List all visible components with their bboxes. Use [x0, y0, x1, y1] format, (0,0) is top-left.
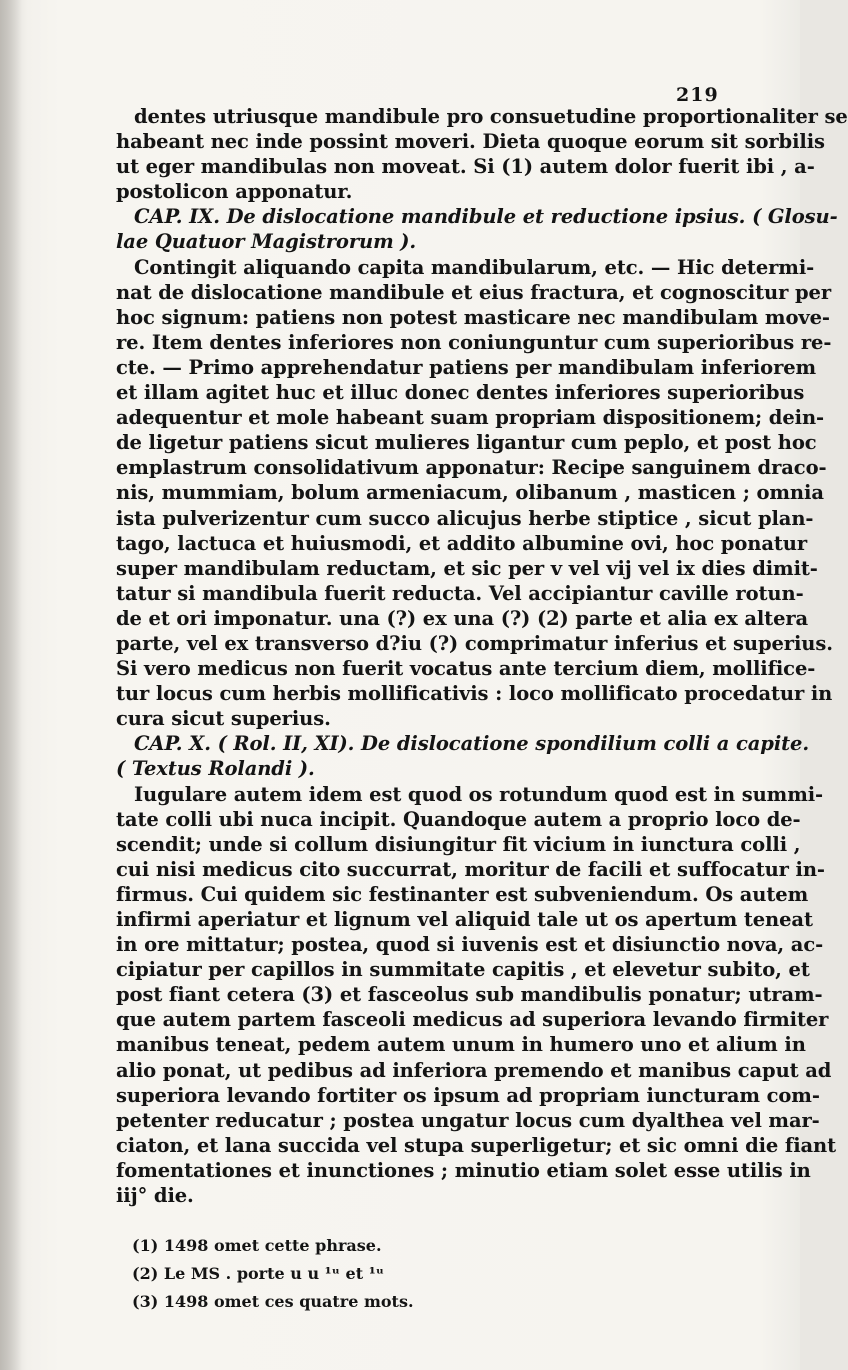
- footnote-2: (2) Le MS . porte u u ¹ᵘ et ¹ᵘ: [132, 1264, 385, 1283]
- text-line: firmus. Cui quidem sic festinanter est subveniendum. Os autem: [116, 882, 809, 906]
- text-line: cte. — Primo apprehendatur patiens per mandibulam inferiorem: [116, 355, 817, 379]
- text-line: tatur si mandibula fuerit reducta. Vel accipiantur caville rotun-: [116, 581, 804, 605]
- text-line: cura sicut superius.: [116, 707, 331, 731]
- text-line: de ligetur patiens sicut mulieres ligantur cum peplo, et post hoc: [116, 431, 817, 455]
- text-line: Contingit aliquando capita mandibularum, etc. — Hic determi-: [134, 255, 815, 279]
- chapter-heading: [116, 204, 838, 254]
- text-line: postolicon apponatur.: [116, 180, 353, 204]
- text-line: dentes utriusque mandibule pro consuetudine proportionaliter se: [134, 105, 848, 128]
- text-line: alio ponat, ut pedibus ad inferiora premendo et manibus caput ad: [116, 1058, 832, 1082]
- text-line: manibus teneat, pedem autem unum in humero uno et alium in: [116, 1033, 806, 1057]
- text-line: tago, lactuca et huiusmodi, et addito albumine ovi, hoc ponatur: [116, 531, 808, 555]
- footnote-3: (3) 1498 omet ces quatre mots.: [132, 1292, 414, 1311]
- text-line: re. Item dentes inferiores non coniunguntur cum superioribus re-: [116, 330, 832, 354]
- paragraph: [116, 104, 848, 204]
- text-line: superiora levando fortiter os ipsum ad propriam iuncturam com-: [116, 1083, 820, 1107]
- text-line: nat de dislocatione mandibule et eius fractura, et cognoscitur per: [116, 280, 832, 304]
- text-line: Si vero medicus non fuerit vocatus ante tercium diem, mollifice-: [116, 657, 816, 681]
- text-line: nis, mummiam, bolum armeniacum, olibanum , masticen ; omnia: [116, 481, 824, 505]
- paragraph: [116, 782, 837, 1209]
- paragraph: [116, 255, 833, 732]
- text-line: cui nisi medicus cito succurrat, moritur de facili et suffocatur in-: [116, 857, 825, 881]
- text-line: cipiatur per capillos in summitate capitis , et elevetur subito, et: [116, 958, 810, 982]
- text-line: lae Quatuor Magistrorum ).: [116, 230, 417, 254]
- footnote-1: (1) 1498 omet cette phrase.: [132, 1236, 382, 1255]
- chapter-heading: [116, 731, 810, 781]
- gutter-shadow: [0, 0, 22, 1370]
- text-line: de et ori imponatur. una (?) ex una (?) (2) parte et alia ex altera: [116, 606, 809, 630]
- body-text: [116, 104, 848, 1208]
- text-line: petenter reducatur ; postea ungatur locus cum dyalthea vel mar-: [116, 1108, 820, 1132]
- text-line: hoc signum: patiens non potest masticare nec mandibulam move-: [116, 305, 830, 329]
- text-line: adequentur et mole habeant suam propriam dispositionem; dein-: [116, 406, 825, 430]
- footnotes: [132, 1232, 732, 1316]
- text-line: fomentationes et inunctiones ; minutio etiam solet esse utilis in: [116, 1158, 811, 1182]
- text-line: Iugulare autem idem est quod os rotundum quod est in summi-: [134, 782, 824, 806]
- text-line: ista pulverizentur cum succo alicujus herbe stiptice , sicut plan-: [116, 506, 814, 530]
- text-line: super mandibulam reductam, et sic per v vel vij vel ix dies dimit-: [116, 556, 818, 580]
- text-line: que autem partem fasceoli medicus ad superiora levando firmiter: [116, 1008, 829, 1032]
- text-line: emplastrum consolidativum apponatur: Recipe sanguinem draco-: [116, 456, 827, 480]
- text-line: in ore mittatur; postea, quod si iuvenis est et disiunctio nova, ac-: [116, 933, 824, 957]
- text-line: habeant nec inde possint moveri. Dieta quoque eorum sit sorbilis: [116, 130, 825, 154]
- text-line: ciaton, et lana succida vel stupa superligetur; et sic omni die fiant: [116, 1133, 837, 1157]
- text-line: tur locus cum herbis mollificativis : loco mollificato procedatur in: [116, 682, 833, 706]
- text-line: tate colli ubi nuca incipit. Quandoque autem a proprio loco de-: [116, 807, 801, 831]
- text-line: ( Textus Rolandi ).: [116, 757, 315, 781]
- text-line: et illam agitet huc et illuc donec dentes inferiores superioribus: [116, 381, 805, 405]
- text-line: CAP. IX. De dislocatione mandibule et reductione ipsius. ( Glosu-: [134, 205, 838, 229]
- text-line: iij° die.: [116, 1184, 194, 1208]
- text-line: post fiant cetera (3) et fasceolus sub mandibulis ponatur; utram-: [116, 983, 823, 1007]
- text-line: ut eger mandibulas non moveat. Si (1) autem dolor fuerit ibi , a-: [116, 155, 815, 179]
- text-line: CAP. X. ( Rol. II, XI). De dislocatione spondilium colli a capite.: [134, 732, 810, 756]
- text-line: scendit; unde si collum disiungitur fit vicium in iunctura colli ,: [116, 832, 801, 856]
- text-line: parte, vel ex transverso d?iu (?) comprimatur inferius et superius.: [116, 631, 833, 655]
- text-line: infirmi aperiatur et lignum vel aliquid tale ut os apertum teneat: [116, 908, 813, 931]
- page-number: 219: [676, 84, 719, 106]
